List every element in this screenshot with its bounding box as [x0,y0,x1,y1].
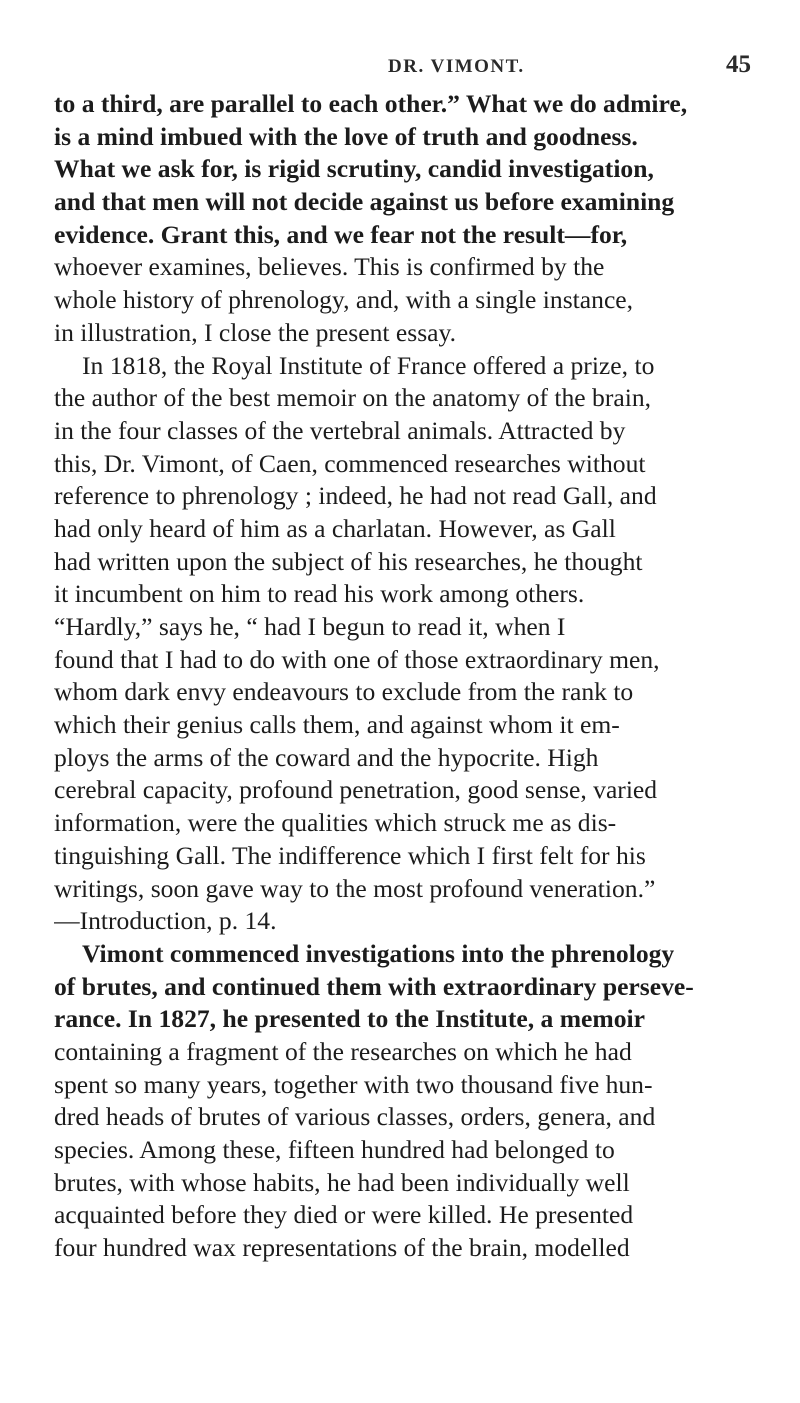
body-text [54,88,770,1265]
page-number: 45 [726,51,751,78]
text-line: tinguishing Gall. The indifference which I first felt for his [54,840,646,870]
text-line: ploys the arms of the coward and the hypocrite. High [54,742,599,772]
text-line: of brutes, and continued them with extraordinary perseve- [54,971,694,1001]
text-line: brutes, with whose habits, he had been individually well [54,1167,630,1197]
text-line: containing a fragment of the researches on which he had [54,1036,632,1066]
text-line: this, Dr. Vimont, of Caen, commenced researches without [54,448,646,478]
text-line: writings, soon gave way to the most profound veneration.” [54,873,656,903]
text-line: whoever examines, believes. This is confirmed by the [54,252,605,282]
paragraph-start-line: Vimont commenced investigations into the phrenology [82,938,675,968]
text-line: found that I had to do with one of those extraordinary men, [54,644,660,674]
text-line: and that men will not decide against us before examining [54,187,675,217]
text-line: whole history of phrenology, and, with a single instance, [54,285,634,315]
text-line: it incumbent on him to read his work among others. [54,579,585,609]
text-line: dred heads of brutes of various classes, orders, genera, and [54,1102,656,1132]
text-line: in illustration, I close the present essay. [54,317,457,347]
text-line: whom dark envy endeavours to exclude from the rank to [54,677,634,707]
paragraph-start-line: In 1818, the Royal Institute of France offered a prize, to [82,350,655,380]
text-line: which their genius calls them, and against whom it em- [54,710,620,740]
text-line: species. Among these, fifteen hundred had belonged to [54,1135,615,1164]
text-line: reference to phrenology ; indeed, he had not read Gall, and [54,481,657,511]
text-line: information, were the qualities which struck me as dis- [54,808,617,838]
text-line: spent so many years, together with two thousand five hun- [54,1069,653,1099]
text-line: cerebral capacity, profound penetration, good sense, varied [54,775,658,805]
text-line: is a mind imbued with the love of truth and goodness. [54,121,638,151]
text-line: rance. In 1827, he presented to the Institute, a memoir [54,1004,645,1034]
citation-line: —Introduction, p. 14. [54,906,277,936]
text-line: What we ask for, is rigid scrutiny, candid investigation, [54,154,654,184]
text-line: acquainted before they died or were killed. He presented [54,1200,634,1230]
running-head-title: DR. VIMONT. [388,56,525,77]
text-line: to a third, are parallel to each other.” What we do admire, [54,89,688,118]
text-line: the author of the best memoir on the anatomy of the brain, [54,383,652,413]
text-line: had written upon the subject of his researches, he thought [54,546,643,576]
text-line: four hundred wax representations of the brain, modelled [54,1233,630,1263]
text-line: in the four classes of the vertebral animals. Attracted by [54,415,626,445]
text-line: had only heard of him as a charlatan. However, as Gall [54,513,616,543]
text-line: evidence. Grant this, and we fear not the result—for, [54,219,628,249]
text-line: “Hardly,” says he, “ had I begun to read it, when I [54,612,566,641]
